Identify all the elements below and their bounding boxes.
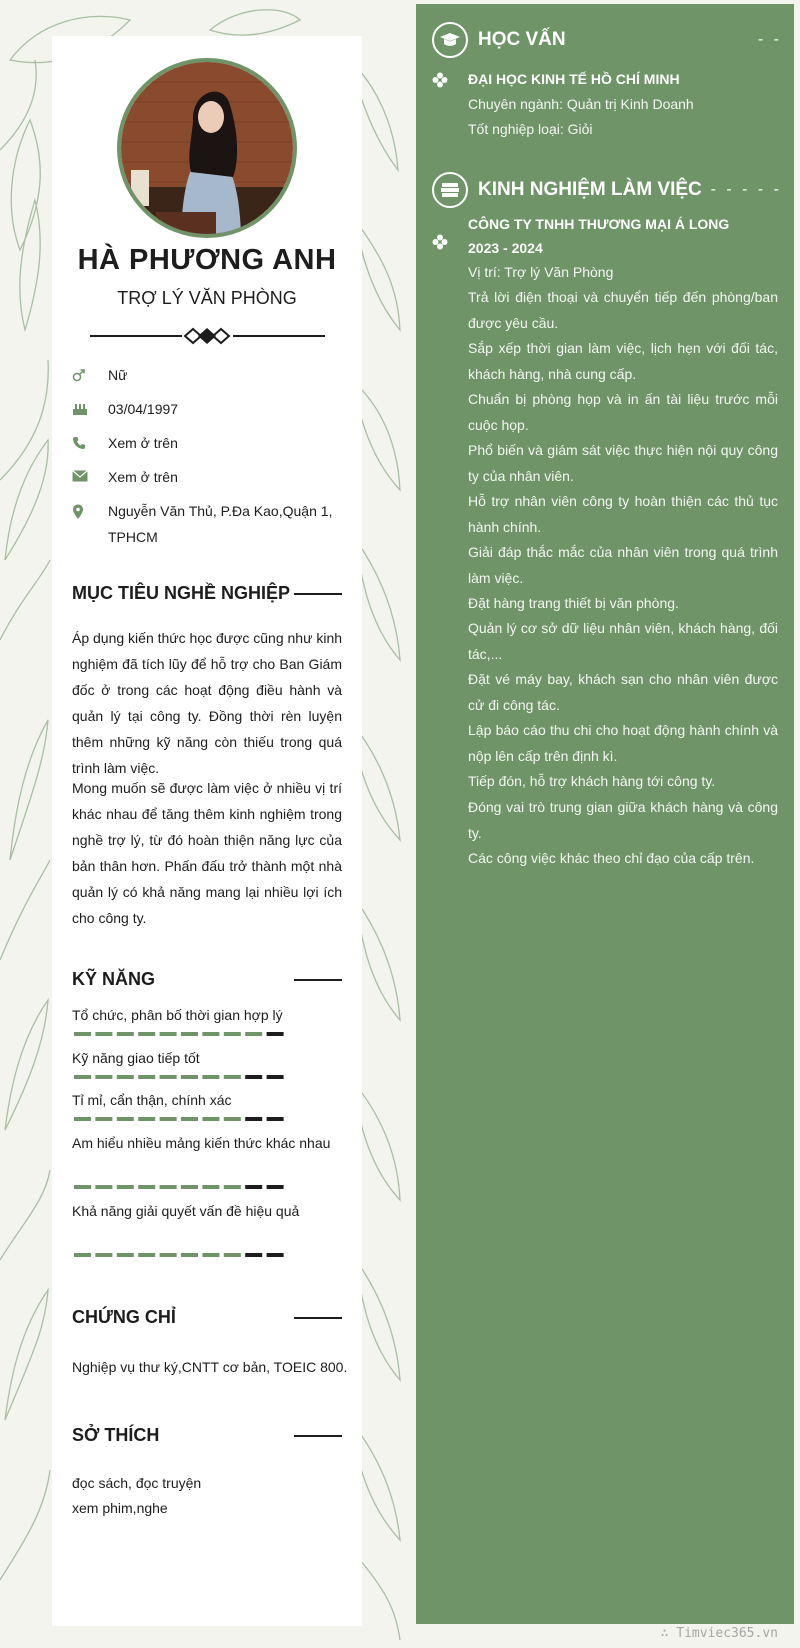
skill-segment-filled [224,1185,241,1189]
experience-duty: Sắp xếp thời gian làm việc, lịch hẹn với đối tác, khách hàng, nhà cung cấp. [468,340,778,382]
hobby-line-2: xem phim,nghe [72,1500,168,1516]
skill-segment-filled [74,1185,91,1189]
phone-icon [72,430,108,456]
name-divider [90,326,325,346]
education-major: Chuyên ngành: Quản trị Kinh Doanh [468,96,694,112]
skill-segment-filled [117,1032,134,1036]
experience-duty: Đặt vé máy bay, khách sạn cho nhân viên được cử đi công tác. [468,671,778,713]
candidate-role: TRỢ LÝ VĂN PHÒNG [117,288,297,308]
address-value: Nguyễn Văn Thủ, P.Đa Kao,Quận 1, TPHCM [108,503,333,545]
skill-segment-filled [74,1253,91,1257]
gender-value: Nữ [108,367,128,383]
experience-duty: Quản lý cơ sở dữ liệu nhân viên, khách hàng, đối tác,... [468,620,778,662]
skill-segment-filled [138,1253,155,1257]
skill-segment-filled [245,1032,262,1036]
skill-segment-filled [117,1253,134,1257]
skills-section-title [72,969,342,990]
skill-segment-filled [160,1117,177,1121]
skill-level-bar [74,1252,290,1258]
skill-label: Kỹ năng giao tiếp tốt [72,1050,200,1066]
watermark-text: ∴ Timviec365.vn [660,1626,778,1641]
skill-segment-filled [202,1075,219,1079]
hobbies-section-title [72,1425,342,1446]
skill-segment-filled [138,1185,155,1189]
hobby-line-1: đọc sách, đọc truyện [72,1475,202,1491]
skill-segment-filled [74,1075,91,1079]
section-rule [290,593,342,595]
skill-segment-empty [267,1117,284,1121]
skill-segment-empty [267,1253,284,1257]
experience-duty: Các công việc khác theo chỉ đạo của cấp trên. [468,850,755,866]
skill-level-bar [74,1116,290,1122]
experience-duty: Đóng vai trò trung gian giữa khách hàng và công ty. [468,799,778,841]
skill-label: Tỉ mỉ, cẩn thận, chính xác [72,1092,232,1108]
skill-segment-filled [95,1075,112,1079]
objective-paragraph-2: Mong muốn sẽ được làm việc ở nhiều vị trí khác nhau để tăng thêm kinh nghiệm trong nghề trợ lý, từ đó hoàn thiện năng lực của bản thân hơn. Phấn đấu trở thành một nhà quản lý có khả năng mang lại nhiều lợi ích cho công ty. [72,780,342,926]
skill-segment-filled [181,1253,198,1257]
envelope-icon [72,464,108,490]
header-dashes: - - - - - [710,181,782,198]
candidate-name: HÀ PHƯƠNG ANH [77,244,337,276]
info-address [72,498,342,550]
education-section-header [432,20,782,60]
skill-segment-filled [181,1032,198,1036]
skill-segment-filled [181,1075,198,1079]
info-birthday [72,396,342,422]
hobbies-title: SỞ THÍCH [72,1425,160,1445]
skill-segment-filled [224,1117,241,1121]
experience-duty: Chuẩn bị phòng họp và in ấn tài liệu trước mỗi cuộc họp. [468,391,778,433]
skill-segment-filled [95,1185,112,1189]
objective-title: MỤC TIÊU NGHỀ NGHIỆP [72,583,291,603]
skills-title: KỸ NĂNG [72,969,156,989]
skill-segment-filled [117,1185,134,1189]
graduation-cap-icon [432,22,468,58]
skill-level-bar [74,1074,290,1080]
skill-segment-filled [117,1075,134,1079]
skill-segment-filled [138,1117,155,1121]
info-email [72,464,342,490]
skill-segment-filled [160,1185,177,1189]
skill-segment-filled [181,1117,198,1121]
skill-segment-filled [224,1253,241,1257]
education-title: HỌC VẤN [478,29,566,50]
skill-segment-filled [138,1075,155,1079]
location-pin-icon [72,498,108,550]
experience-duty: Hỗ trợ nhân viên công ty hoàn thiện các thủ tục hành chính. [468,493,778,535]
experience-duty: Tiếp đón, hỗ trợ khách hàng tới công ty. [468,773,716,789]
skill-segment-filled [74,1032,91,1036]
skill-segment-filled [202,1253,219,1257]
experience-duty: Lập báo cáo thu chi cho hoạt động hành chính và nộp lên cấp trên định kì. [468,722,778,764]
gender-icon [72,362,108,388]
birthday-cake-icon [72,396,108,422]
skill-label: Am hiểu nhiều mảng kiến thức khác nhau [72,1135,331,1151]
skill-segment-filled [224,1075,241,1079]
experience-duty: Đặt hàng trang thiết bị văn phòng. [468,595,679,611]
skill-segment-empty [245,1185,262,1189]
skill-segment-empty [245,1117,262,1121]
skill-segment-empty [245,1253,262,1257]
experience-duty: Giải đáp thắc mắc của nhân viên trong quá trình làm việc. [468,544,778,586]
education-grade: Tốt nghiệp loại: Giỏi [468,121,593,137]
certificates-section-title [72,1307,342,1328]
experience-company: CÔNG TY TNHH THƯƠNG MẠI Á LONG [468,216,730,232]
skill-segment-filled [160,1075,177,1079]
education-school: ĐẠI HỌC KINH TẾ HỒ CHÍ MINH [468,71,680,87]
flower-bullet-icon [432,234,448,255]
skill-segment-filled [117,1117,134,1121]
skill-segment-filled [202,1117,219,1121]
skill-segment-filled [202,1032,219,1036]
flower-bullet-icon [432,72,448,93]
skill-segment-filled [181,1185,198,1189]
email-value: Xem ở trên [108,469,178,485]
avatar [117,58,297,238]
phone-value: Xem ở trên [108,435,178,451]
experience-duty: Trả lời điện thoại và chuyển tiếp đến phòng/ban được yêu cầu. [468,289,778,331]
certificates-title: CHỨNG CHỈ [72,1307,176,1327]
skill-label: Khả năng giải quyết vấn đề hiệu quả [72,1203,300,1219]
info-phone [72,430,342,456]
skill-segment-empty [267,1185,284,1189]
skill-segment-filled [95,1253,112,1257]
skill-segment-filled [202,1185,219,1189]
books-icon [432,172,468,208]
skill-segment-empty [267,1075,284,1079]
experience-duty: Phổ biến và giám sát việc thực hiện nội quy công ty của nhân viên. [468,442,778,484]
section-rule [176,1317,342,1319]
skill-level-bar [74,1184,290,1190]
experience-section-header [432,170,782,210]
experience-period: 2023 - 2024 [468,240,543,256]
info-gender [72,362,342,388]
skill-segment-filled [160,1032,177,1036]
experience-title: KINH NGHIỆM LÀM VIỆC [478,179,702,200]
skill-segment-filled [95,1032,112,1036]
certificates-text: Nghiệp vụ thư ký,CNTT cơ bản, TOEIC 800. [72,1359,348,1375]
skill-segment-filled [74,1117,91,1121]
objective-paragraph-1: Áp dụng kiến thức học được cũng như kinh nghiệm đã tích lũy để hỗ trợ cho Ban Giám đốc ở trong các hoạt động điều hành và quản lý tại công ty. Đồng thời rèn luyện thêm những kỹ năng còn thiếu trong quá trình làm việc. [72,630,343,776]
skill-segment-filled [138,1032,155,1036]
skill-segment-empty [267,1032,284,1036]
skill-segment-empty [245,1075,262,1079]
header-dashes: - - [757,31,782,48]
skill-segment-filled [224,1032,241,1036]
birthday-value: 03/04/1997 [108,401,179,417]
objective-section-title [72,583,342,604]
skill-level-bar [74,1031,290,1037]
skill-label: Tổ chức, phân bố thời gian hợp lý [72,1007,283,1023]
skill-segment-filled [95,1117,112,1121]
experience-position: Vị trí: Trợ lý Văn Phòng [468,264,614,280]
section-rule [155,979,342,981]
section-rule [159,1435,342,1437]
skill-segment-filled [160,1253,177,1257]
